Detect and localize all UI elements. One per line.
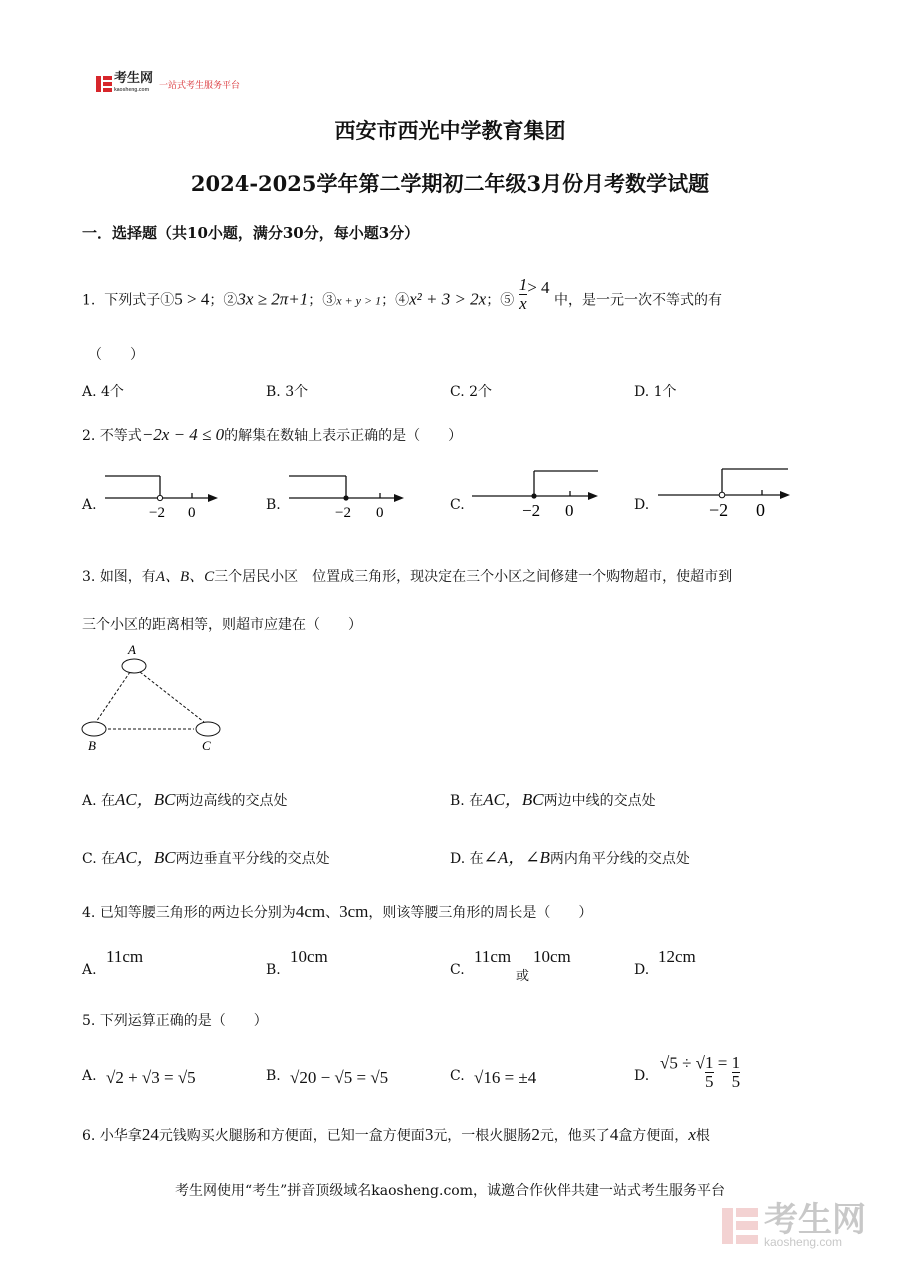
watermark-logo-icon bbox=[722, 1208, 758, 1244]
tick-neg: −2 bbox=[522, 501, 541, 520]
question-2: 2. 不等式−2x − 4 ≤ 0的解集在数轴上表示正确的是（ ） bbox=[82, 425, 463, 444]
q2-label-d: D. bbox=[634, 497, 650, 513]
point-b-label: B bbox=[88, 738, 96, 753]
q5-option-b: √20 − √5 = √5 bbox=[290, 1068, 389, 1087]
q1-option-d: D. 1个 bbox=[634, 384, 677, 400]
number-line-d bbox=[654, 464, 794, 522]
q4-option-a: 11cm bbox=[106, 947, 144, 966]
fraction-1-over-x: $\frac{1}{x}$ bbox=[518, 275, 528, 313]
watermark-text: 考生网 kaosheng.com bbox=[764, 1201, 866, 1249]
q4-option-c-or: 或 bbox=[516, 969, 530, 984]
logo-text: 考生网 kaosheng.com bbox=[114, 70, 154, 93]
q5-label-c: C. bbox=[450, 1068, 465, 1084]
logo-icon bbox=[96, 76, 112, 92]
q5-option-d: √5 ÷ √ $\frac{1}{5}$ = $\frac{1}{5}$ bbox=[660, 1053, 741, 1091]
question-1: 1. 下列式子①5 > 4；②3x ≥ 2π+1；③x + y > 1；④x² + 3 > 2x；⑤ $\frac{1}{x}$ > 4 中，是一元一次不等式的有 bbox=[82, 275, 722, 313]
point-c-label: C bbox=[202, 738, 211, 753]
question-4: 4. 已知等腰三角形的两边长分别为4cm、3cm，则该等腰三角形的周长是（ ） bbox=[82, 902, 593, 921]
q4-option-c2: 10cm bbox=[533, 947, 571, 966]
q1-option-c: C. 2个 bbox=[450, 384, 493, 400]
q1-paren: （ ） bbox=[88, 347, 144, 363]
tick-zero: 0 bbox=[565, 501, 574, 520]
number-line-c bbox=[468, 466, 608, 522]
tick-zero: 0 bbox=[756, 500, 765, 520]
tick-neg: −2 bbox=[709, 500, 729, 520]
q4-label-b: B. bbox=[266, 962, 281, 978]
q2-label-c: C. bbox=[450, 497, 465, 513]
q5-option-a: √2 + √3 = √5 bbox=[106, 1068, 196, 1087]
q3-option-a: A. 在AC，BC两边高线的交点处 bbox=[82, 790, 288, 809]
footer-text: 考生网使用“考生”拼音顶级域名kaosheng.com，诚邀合作伙伴共建一站式考生服务平台 bbox=[174, 1183, 726, 1199]
q3-option-c: C. 在AC，BC两边垂直平分线的交点处 bbox=[82, 848, 330, 867]
triangle-figure bbox=[78, 640, 228, 756]
question-6: 6. 小华拿24元钱购买火腿肠和方便面，已知一盒方便面3元，一根火腿肠2元，他买了4盒方便面，x根 bbox=[82, 1125, 710, 1144]
tick-neg: −2 bbox=[335, 505, 351, 521]
tick-zero: 0 bbox=[188, 505, 196, 521]
exam-title: 2024-2025学年第二学期初二年级3月份月考数学试题 bbox=[190, 171, 710, 196]
q1-option-a: A. 4个 bbox=[82, 384, 124, 400]
q4-option-c1: 11cm bbox=[474, 947, 512, 966]
point-a-label: A bbox=[128, 642, 136, 657]
question-3-line2: 三个小区的距离相等，则超市应建在（ ） bbox=[82, 617, 362, 633]
tick-neg: −2 bbox=[149, 505, 165, 521]
q4-option-b: 10cm bbox=[290, 947, 328, 966]
number-line-b bbox=[284, 470, 409, 522]
q2-label-a: A. bbox=[82, 497, 97, 513]
q4-option-d: 12cm bbox=[658, 947, 696, 966]
question-3: 3. 如图，有A、B、C三个居民小区 位置成三角形，现决定在三个小区之间修建一个购物超市，使超市到 bbox=[82, 569, 733, 585]
q3-option-b: B. 在AC，BC两边中线的交点处 bbox=[450, 790, 656, 809]
q2-label-b: B. bbox=[266, 497, 281, 513]
q5-label-b: B. bbox=[266, 1068, 281, 1084]
q5-option-c: √16 = ±4 bbox=[474, 1068, 537, 1087]
tick-zero: 0 bbox=[376, 505, 384, 521]
school-title: 西安市西光中学教育集团 bbox=[334, 118, 566, 143]
q5-label-a: A. bbox=[82, 1068, 97, 1084]
logo-slogan: 一站式考生服务平台 bbox=[159, 79, 241, 90]
header-logo bbox=[96, 72, 240, 96]
q4-label-a: A. bbox=[82, 962, 97, 978]
q4-label-c: C. bbox=[450, 962, 465, 978]
number-line-a bbox=[100, 470, 225, 522]
q3-option-d: D. 在∠A，∠B两内角平分线的交点处 bbox=[450, 848, 690, 867]
q5-label-d: D. bbox=[634, 1068, 650, 1084]
q1-option-b: B. 3个 bbox=[266, 384, 309, 400]
q4-label-d: D. bbox=[634, 962, 650, 978]
question-5: 5. 下列运算正确的是（ ） bbox=[82, 1013, 268, 1029]
watermark bbox=[722, 1201, 866, 1249]
section-heading: 一．选择题（共10小题，满分30分，每小题3分） bbox=[82, 224, 420, 242]
